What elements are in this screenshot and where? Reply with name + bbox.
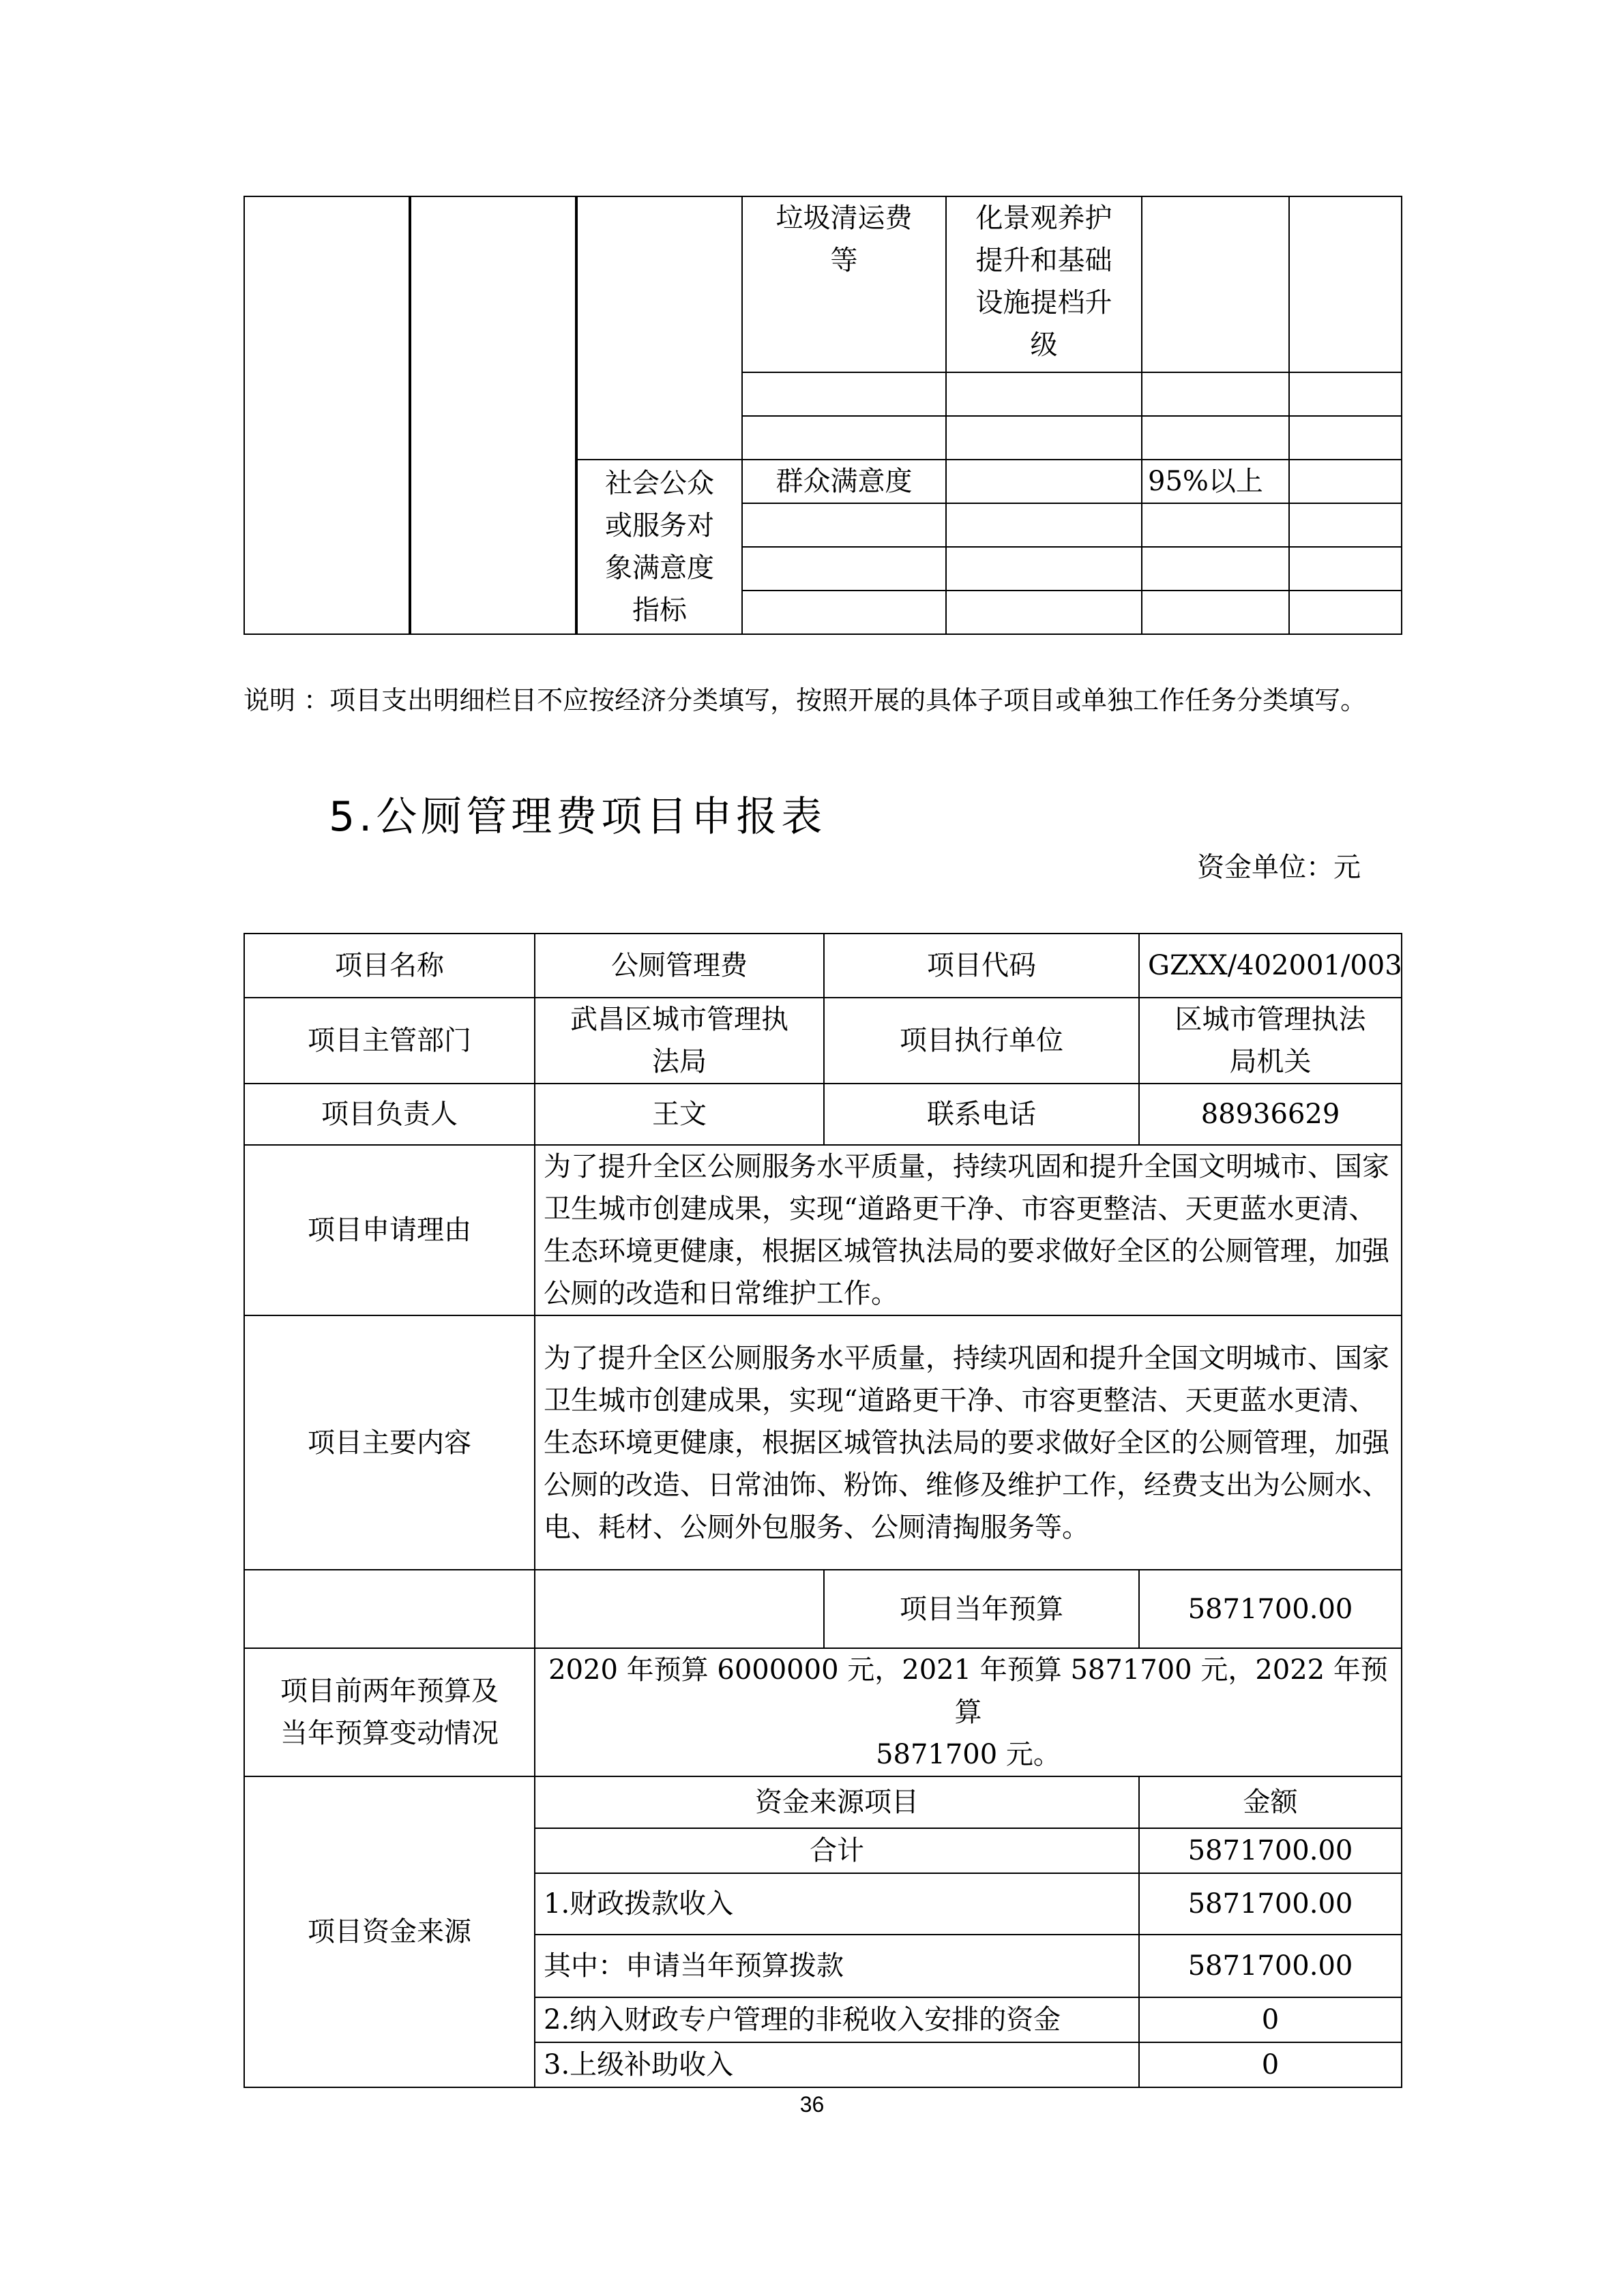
exec-unit-label: 项目执行单位	[824, 998, 1139, 1084]
page-number: 36	[799, 2092, 825, 2117]
project-name-value: 公厕管理费	[535, 934, 824, 998]
table-row	[244, 1776, 1402, 1828]
phone-label: 联系电话	[824, 1084, 1139, 1145]
table-row	[244, 1084, 1402, 1145]
table-cell	[1142, 591, 1289, 634]
leader-label: 项目负责人	[244, 1084, 535, 1145]
funding-item-header: 资金来源项目	[535, 1776, 1139, 1828]
budget-label: 项目当年预算	[824, 1570, 1139, 1648]
table-cell	[742, 503, 946, 547]
funding-item: 其中：申请当年预算拨款	[535, 1935, 1139, 1997]
table-row	[244, 196, 1402, 372]
table-cell	[244, 1570, 535, 1648]
table-cell: 化景观养护 提升和基础 设施提档升 级	[946, 196, 1142, 372]
performance-indicator-table-continued	[243, 196, 1402, 635]
funding-item: 2.纳入财政专户管理的非税收入安排的资金	[535, 1997, 1139, 2042]
table-cell	[1142, 503, 1289, 547]
table-cell: 95%以上	[1142, 460, 1289, 503]
budget-change-text: 2020 年预算 6000000 元，2021 年预算 5871700 元，2022 年预算 5871700 元。	[535, 1648, 1402, 1776]
funding-amount: 5871700.00	[1139, 1828, 1402, 1873]
table-note: 说明 ：项目支出明细栏目不应按经济分类填写，按照开展的具体子项目或单独工作任务分类填写。	[243, 685, 1367, 715]
table-cell	[1289, 416, 1402, 460]
table-row	[244, 1648, 1402, 1776]
table-row	[244, 1145, 1402, 1315]
table-cell	[1289, 372, 1402, 416]
project-application-table	[243, 933, 1402, 2088]
table-cell	[535, 1570, 824, 1648]
table-cell	[1289, 460, 1402, 503]
table-cell	[946, 460, 1142, 503]
funding-amount: 5871700.00	[1139, 1935, 1402, 1997]
phone-value: 88936629	[1139, 1084, 1402, 1145]
table-cell	[576, 196, 742, 460]
table-cell	[1142, 416, 1289, 460]
table-row	[244, 998, 1402, 1084]
reason-text: 为了提升全区公厕服务水平质量，持续巩固和提升全国文明城市、国家卫生城市创建成果，实现“道路更干净、市容更整洁、天更蓝水更清、生态环境更健康，根据区城管执法局的要求做好全区的公厕管理，加强公厕的改造和日常维护工作。	[535, 1145, 1402, 1315]
funding-source-label: 项目资金来源	[244, 1776, 535, 2087]
table-cell	[742, 547, 946, 591]
table-cell	[742, 416, 946, 460]
funding-item: 合计	[535, 1828, 1139, 1873]
currency-unit: 资金单位：元	[1197, 852, 1361, 883]
table-cell	[946, 591, 1142, 634]
reason-label: 项目申请理由	[244, 1145, 535, 1315]
table-cell	[1289, 196, 1402, 372]
table-cell	[1142, 547, 1289, 591]
table-cell	[244, 196, 410, 634]
funding-item: 3.上级补助收入	[535, 2042, 1139, 2087]
table-row	[244, 1570, 1402, 1648]
table-cell	[946, 503, 1142, 547]
project-code-label: 项目代码	[824, 934, 1139, 998]
funding-amount-header: 金额	[1139, 1776, 1402, 1828]
table-cell	[410, 196, 576, 634]
table-cell	[946, 372, 1142, 416]
funding-amount: 0	[1139, 2042, 1402, 2087]
satisfaction-indicator-label: 社会公众 或服务对 象满意度 指标	[576, 460, 742, 634]
funding-amount: 5871700.00	[1139, 1873, 1402, 1935]
table-cell	[1289, 547, 1402, 591]
content-label: 项目主要内容	[244, 1315, 535, 1570]
table-cell	[1142, 372, 1289, 416]
project-code-value: GZXX/402001/003	[1139, 934, 1402, 998]
dept-value: 武昌区城市管理执 法局	[535, 998, 824, 1084]
table-cell	[1142, 196, 1289, 372]
table-cell	[742, 372, 946, 416]
budget-change-label: 项目前两年预算及 当年预算变动情况	[244, 1648, 535, 1776]
exec-unit-value: 区城市管理执法 局机关	[1139, 998, 1402, 1084]
table-row	[244, 1315, 1402, 1570]
table-cell	[1289, 503, 1402, 547]
project-name-label: 项目名称	[244, 934, 535, 998]
table-row	[244, 934, 1402, 998]
section-title: 5.公厕管理费项目申报表	[329, 793, 827, 841]
budget-value: 5871700.00	[1139, 1570, 1402, 1648]
leader-value: 王文	[535, 1084, 824, 1145]
funding-item: 1.财政拨款收入	[535, 1873, 1139, 1935]
table-cell: 群众满意度	[742, 460, 946, 503]
table-cell	[946, 416, 1142, 460]
table-cell	[946, 547, 1142, 591]
table-cell	[1289, 591, 1402, 634]
dept-label: 项目主管部门	[244, 998, 535, 1084]
content-text: 为了提升全区公厕服务水平质量，持续巩固和提升全国文明城市、国家卫生城市创建成果，实现“道路更干净、市容更整洁、天更蓝水更清、生态环境更健康，根据区城管执法局的要求做好全区的公厕管理，加强公厕的改造、日常油饰、粉饰、维修及维护工作，经费支出为公厕水、电、耗材、公厕外包服务、公厕清掏服务等。	[535, 1315, 1402, 1570]
funding-amount: 0	[1139, 1997, 1402, 2042]
table-cell: 垃圾清运费 等	[742, 196, 946, 372]
table-cell	[742, 591, 946, 634]
